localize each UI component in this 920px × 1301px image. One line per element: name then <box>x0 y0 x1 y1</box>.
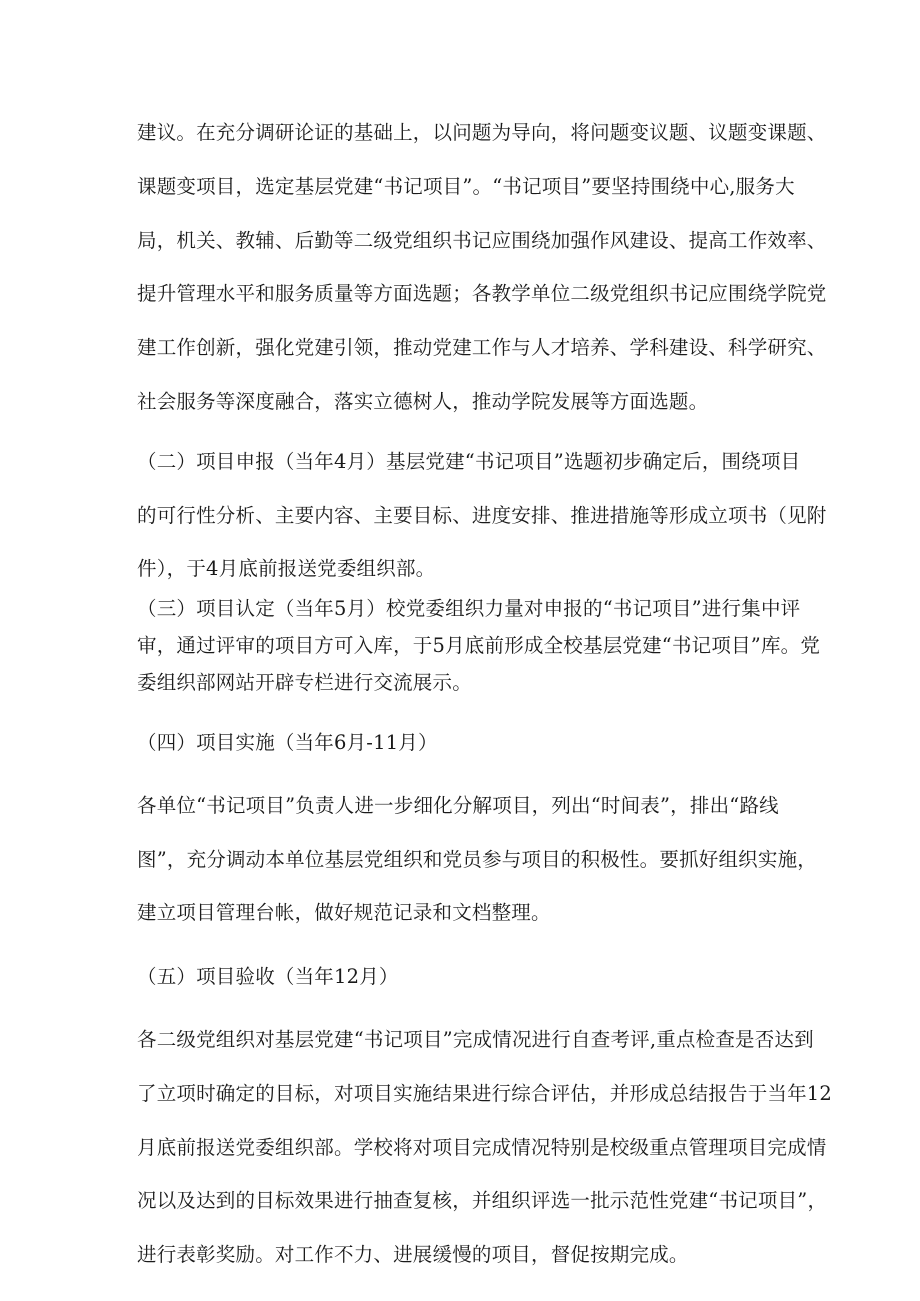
body-text-line: 的可行性分析、主要内容、主要目标、进度安排、推进措施等形成立项书（见附 <box>137 504 827 527</box>
body-text-line: 各二级党组织对基层党建“书记项目”完成情况进行自查考评,重点检查是否达到 <box>137 1028 814 1051</box>
body-text-line: 社会服务等深度融合，落实立德树人，推动学院发展等方面选题。 <box>137 390 709 413</box>
body-text-line: 提升管理水平和服务质量等方面选题；各教学单位二级党组织书记应围绕学院党 <box>137 282 827 305</box>
body-text-line: 建立项目管理台帐，做好规范记录和文档整理。 <box>137 901 551 924</box>
body-text-line: 进行表彰奖励。对工作不力、进展缓慢的项目，督促按期完成。 <box>137 1243 689 1266</box>
body-text-line: 审，通过评审的项目方可入库，于5月底前形成全校基层党建“书记项目”库。党 <box>137 634 821 657</box>
body-text-line: 了立项时确定的目标，对项目实施结果进行综合评估，并形成总结报告于当年12 <box>137 1082 833 1105</box>
body-text-line: 各单位“书记项目”负责人进一步细化分解项目，列出“时间表”，排出“路线 <box>137 794 779 817</box>
section-heading: （四）项目实施（当年6月-11月） <box>137 731 438 754</box>
section-heading-line: （二）项目申报（当年4月）基层党建“书记项目”选题初步确定后，围绕项目 <box>137 450 801 473</box>
body-text-line: 况以及达到的目标效果进行抽查复核，并组织评选一批示范性党建“书记项目”， <box>137 1189 828 1212</box>
body-text-line: 建工作创新，强化党建引领，推动党建工作与人才培养、学科建设、科学研究、 <box>137 336 827 359</box>
body-text-line: 月底前报送党委组织部。学校将对项目完成情况特别是校级重点管理项目完成情 <box>137 1136 827 1159</box>
body-text-line: 图”，充分调动本单位基层党组织和党员参与项目的积极性。要抓好组织实施， <box>137 848 817 871</box>
section-heading-line: （三）项目认定（当年5月）校党委组织力量对申报的“书记项目”进行集中评 <box>137 597 801 620</box>
body-text-line: 局，机关、教辅、后勤等二级党组织书记应围绕加强作风建设、提高工作效率、 <box>137 229 827 252</box>
body-text-line: 课题变项目，选定基层党建“书记项目”。“书记项目”要坚持围绕中心,服务大 <box>137 175 795 198</box>
section-heading: （五）项目验收（当年12月） <box>137 965 399 988</box>
body-text-line: 件），于4月底前报送党委组织部。 <box>137 557 436 580</box>
body-text-line: 委组织部网站开辟专栏进行交流展示。 <box>137 671 472 694</box>
body-text-line: 建议。在充分调研论证的基础上，以问题为导向，将问题变议题、议题变课题、 <box>137 121 827 144</box>
